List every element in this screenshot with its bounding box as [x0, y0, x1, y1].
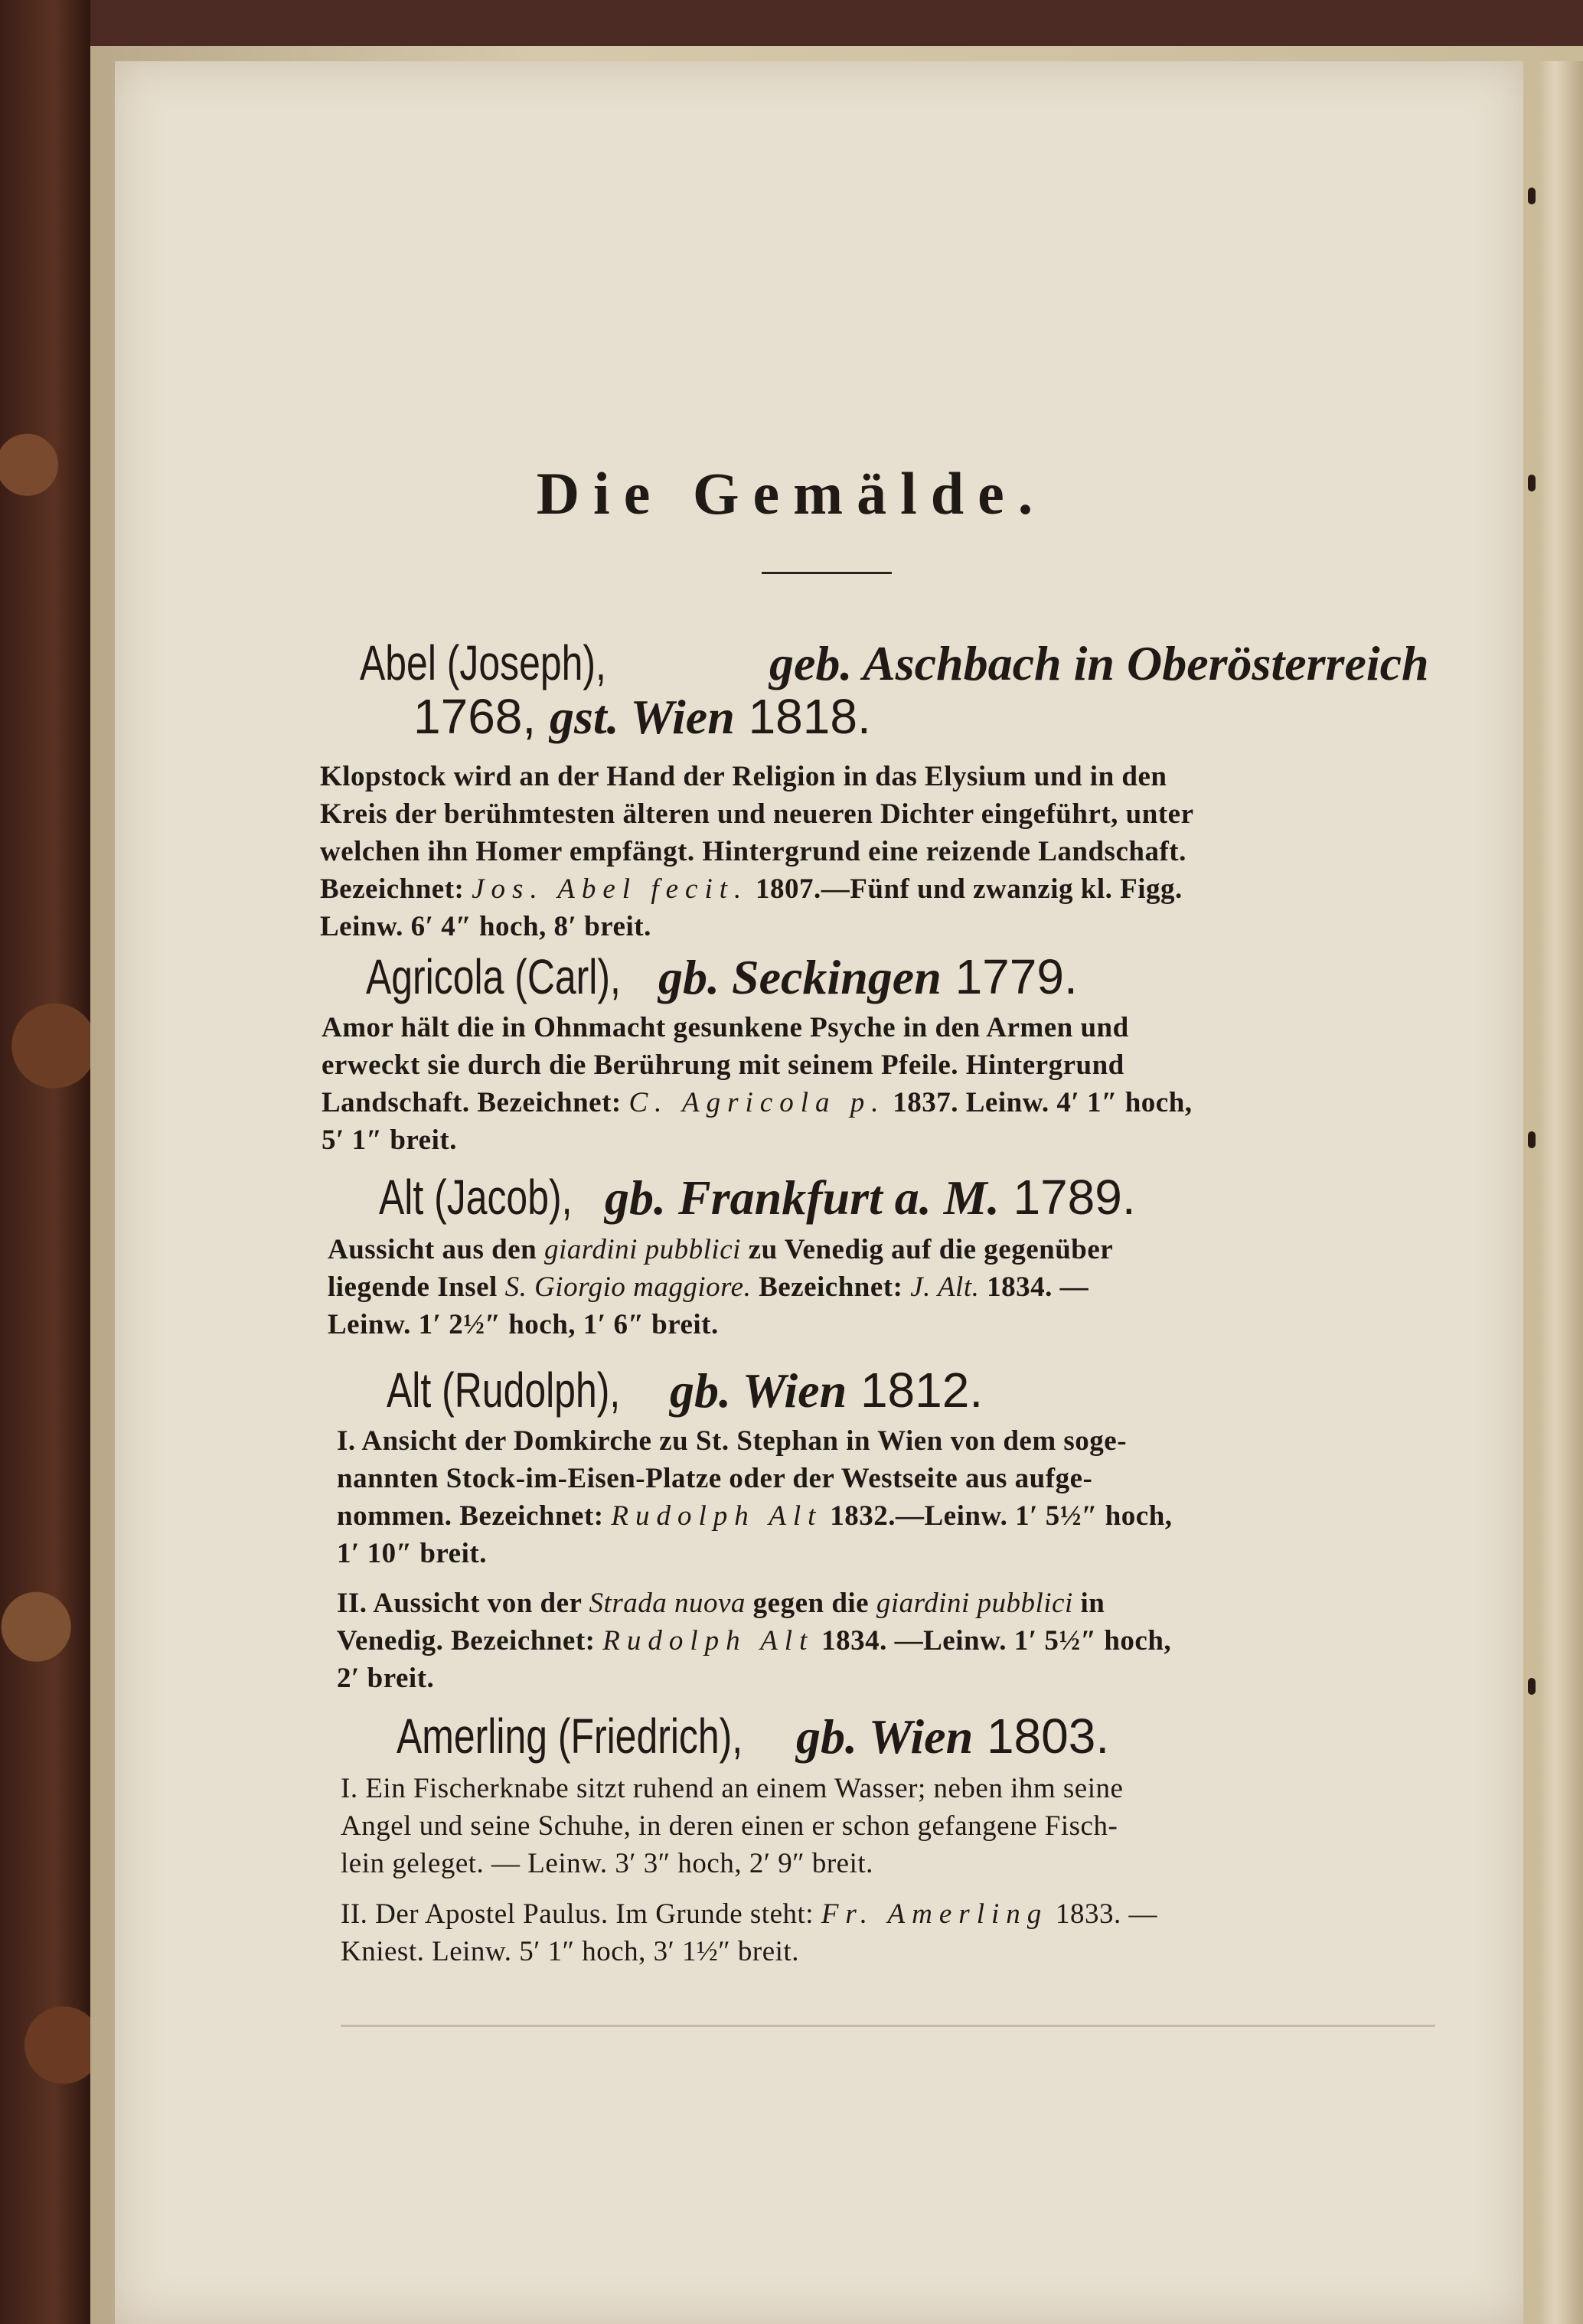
description-line: Leinw. 6′ 4″ hoch, 8′ breit. — [320, 911, 651, 942]
description-line — [328, 1268, 1089, 1306]
text: gegen die — [752, 1588, 870, 1619]
description-line: welchen ihn Homer empfängt. Hintergrund eine reizende Landschaft. — [320, 836, 1186, 867]
entry-heading — [360, 635, 676, 690]
description-line — [328, 1231, 1113, 1268]
artist-name: Abel (Joseph), — [360, 635, 606, 690]
description-line: 1′ 10″ breit. — [337, 1538, 487, 1569]
entry-heading — [387, 1363, 686, 1418]
description-line: 2′ breit. — [337, 1663, 435, 1694]
text: II. Aussicht von der — [337, 1588, 582, 1619]
signature: Rudolph Alt — [611, 1500, 823, 1532]
description-line: erweckt sie durch die Berührung mit seinem Pfeile. Hintergrund — [321, 1049, 1124, 1081]
signature: Jos. Abel fecit. — [472, 873, 749, 905]
signature: Rudolph Alt — [602, 1625, 814, 1657]
artist-name: Alt (Jacob), — [379, 1170, 573, 1225]
label: Bezeichnet: — [759, 1271, 903, 1303]
details: 1832.—Leinw. 1′ 5½″ hoch, — [830, 1500, 1173, 1532]
text: in — [1080, 1588, 1105, 1619]
description-line: Amor hält die in Ohnmacht gesunkene Psyche in den Armen und — [321, 1012, 1129, 1043]
label: nommen. Bezeichnet: — [337, 1500, 604, 1532]
birth-year: 1768, — [413, 689, 537, 744]
birth-year: 1779. — [955, 949, 1078, 1004]
artist-name: Agricola (Carl), — [366, 949, 621, 1004]
place-name: S. Giorgio maggiore. — [504, 1271, 752, 1303]
artist-name: Alt (Rudolph), — [387, 1363, 621, 1418]
description-line: Angel und seine Schuhe, in deren einen er schon gefangene Fisch- — [341, 1810, 1118, 1842]
birth-place: gb. Frankfurt a. M. — [605, 1170, 1000, 1225]
description-line — [337, 1585, 1105, 1622]
signature: C. Agricola p. — [628, 1087, 886, 1118]
death-year: 1818. — [748, 689, 871, 744]
entry-heading — [366, 949, 693, 1004]
birth-year: 1789. — [1013, 1170, 1136, 1225]
description-line — [337, 1622, 1171, 1660]
description-line: lein geleget. — Leinw. 3′ 3″ hoch, 2′ 9″ breit. — [341, 1848, 873, 1879]
birth-place: gb. Wien — [796, 1709, 974, 1764]
description-line: Kniest. Leinw. 5′ 1″ hoch, 3′ 1½″ breit. — [341, 1936, 799, 1967]
text: liegende Insel — [328, 1271, 498, 1303]
description-line — [341, 1895, 1157, 1933]
title-rule — [762, 572, 892, 574]
signature: J. Alt. — [910, 1271, 980, 1303]
page-title: Die Gemälde. — [536, 460, 1047, 527]
text: Aussicht aus den — [328, 1234, 537, 1265]
death-place: gst. Wien — [549, 690, 735, 744]
details: 1837. Leinw. 4′ 1″ hoch, — [893, 1087, 1193, 1118]
details: 1834. — — [987, 1271, 1089, 1303]
description-line — [321, 1084, 1193, 1121]
birth-place: gb. Wien — [670, 1363, 847, 1418]
place-name: Strada nuova — [589, 1588, 746, 1619]
page-edge — [1537, 61, 1583, 2324]
birth-info — [605, 1170, 1136, 1226]
details: 1834. —Leinw. 1′ 5½″ hoch, — [821, 1625, 1172, 1657]
text: zu Venedig auf die gegenüber — [748, 1234, 1114, 1265]
label: Bezeichnet: — [320, 873, 465, 905]
place-name: giardini pubblici — [876, 1588, 1073, 1619]
birth-place: geb. Aschbach in Oberösterreich — [769, 636, 1429, 690]
place-name: giardini pubblici — [544, 1234, 741, 1265]
birth-place: gb. Seckingen — [658, 950, 942, 1004]
details: 1807.—Fünf und zwanzig kl. Figg. — [756, 873, 1183, 905]
book-cover — [0, 0, 90, 2324]
description-line: 5′ 1″ breit. — [321, 1124, 457, 1156]
label: Venedig. Bezeichnet: — [337, 1625, 596, 1657]
signature: Fr. Amerling — [821, 1898, 1049, 1930]
entry-heading — [397, 1709, 840, 1764]
birth-info — [658, 949, 1078, 1005]
birth-info — [796, 1709, 1109, 1764]
details: 1833. — — [1056, 1898, 1158, 1930]
birth-year: 1812. — [860, 1363, 984, 1418]
birth-info — [670, 1363, 983, 1418]
label: II. Der Apostel Paulus. Im Grunde steht: — [341, 1898, 814, 1930]
artist-name: Amerling (Friedrich), — [397, 1709, 743, 1764]
description-line — [320, 870, 1183, 908]
birth-info — [769, 635, 1429, 691]
birth-line-2 — [413, 689, 871, 745]
description-line — [337, 1497, 1173, 1535]
description-line: I. Ansicht der Domkirche zu St. Stephan in Wien von dem soge- — [337, 1425, 1128, 1457]
birth-year: 1803. — [986, 1709, 1110, 1764]
description-line: nannten Stock-im-Eisen-Platze oder der Westseite aus aufge- — [337, 1463, 1093, 1494]
page-rule — [341, 2025, 1435, 2027]
description-line: Klopstock wird an der Hand der Religion in das Elysium und in den — [320, 761, 1167, 792]
description-line: I. Ein Fischerknabe sitzt ruhend an einem Wasser; neben ihm seine — [341, 1773, 1124, 1804]
entry-heading — [379, 1170, 627, 1225]
label: Landschaft. Bezeichnet: — [321, 1087, 622, 1118]
description-line: Kreis der berühmtesten älteren und neueren Dichter eingeführt, unter — [320, 798, 1194, 830]
description-line: Leinw. 1′ 2½″ hoch, 1′ 6″ breit. — [328, 1309, 719, 1340]
